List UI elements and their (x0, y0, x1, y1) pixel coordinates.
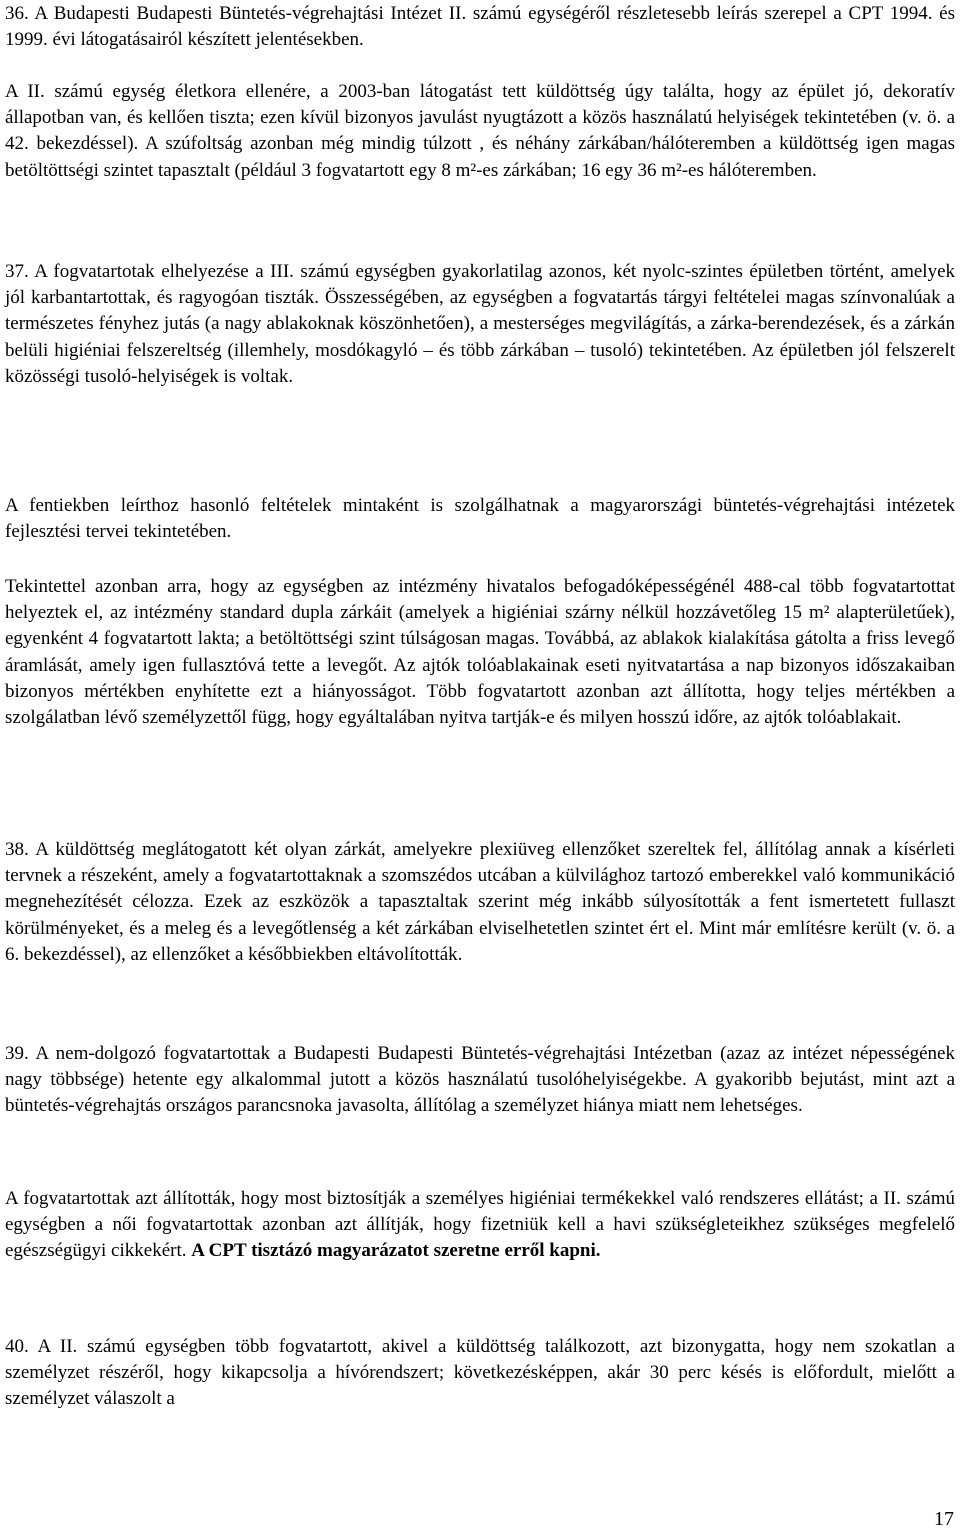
paragraph-36-cont: A II. számú egység életkora ellenére, a 2003-ban látogatást tett küldöttség úgy találta, hogy az épület jó, dekoratív állapotban van, és kellően tiszta; ezen kívül bizonyos javulást nyugtázott a közös használatú helyiségek tekintetében (v. ö. a 42. bekezdéssel). A szúfoltság azonban még mindig túlzott , és néhány zárkában/hálóteremben a küldöttség igen magas betöltöttségi szintet tapasztalt (például 3 fogvatartott egy 8 m²-es zárkában; 16 egy 36 m²-es hálóteremben. (5, 81, 955, 181)
paragraph-text: A fogvatartottak azt állították, hogy most biztosítják a személyes higiéniai termékekkel való rendszeres ellátást; a II. számú egységben a női fogvatartottak azonban azt állítják, hogy fizetniük kell a havi szükségleteikhez szükséges megfelelő egészségügyi cikkekért. (5, 1188, 955, 1262)
paragraph-39-cont (5, 1186, 955, 1265)
paragraph-36: 36. A Budapesti Budapesti Büntetés-végrehajtási Intézet II. számú egységéről részletesebb leírás szerepel a CPT 1994. és 1999. évi látogatásairól készített jelentésekben. (5, 3, 955, 51)
paragraph-37: 37. A fogvatartotak elhelyezése a III. számú egységben gyakorlatilag azonos, két nyolc-szintes épületben történt, amelyek jól karbantartottak, és ragyogóan tiszták. Összességében, az egységben a fogvatartás tárgyi feltételei magas színvonalúak a természetes fényhez jutás (a nagy ablakoknak köszönhetően), a mesterséges megvilágítás, a zárka-berendezések, és a zárkán belüli higiéniai felszereltség (illemhely, mosdókagyló – és több zárkában – tusoló) tekintetében. Az épületben jól felszerelt közösségi tusoló-helyiségek is voltak. (5, 261, 955, 387)
page-number: 17 (934, 1508, 954, 1530)
paragraph-40: 40. A II. számú egységben több fogvatartott, akivel a küldöttség találkozott, azt bizonygatta, hogy nem szokatlan a személyzet részéről, hogy kikapcsolja a hívórendszert; következésképpen, akár 30 perc késés is előfordult, mielőtt a személyzet válaszolt a (5, 1336, 955, 1410)
paragraph-37-cont-2: Tekintettel azonban arra, hogy az egységben az intézmény hivatalos befogadóképességénél 488-cal több fogvatartottat helyeztek el, az intézmény standard dupla zárkáit (amelyek a higiéniai szárny nélkül hozzávetőleg 15 m² alapterületűek), egyenként 4 fogvatartott lakta; a betöltöttségi szint túlságosan magas. Továbbá, az ablakok kialakítása gátolta a friss levegő áramlását, amely igen fullasztóvá tette a levegőt. Az ajtók tolóablakainak eseti nyitvatartása a nap bizonyos időszakaiban bizonyos mértékben enyhítette ezt a hiányosságot. Több fogvatartott azonban azt állította, hogy teljes mértékben a szolgálatban lévő személyzettől függ, hogy egyáltalában nyitva tartják-e és milyen hosszú időre, az ajtók tolóablakait. (5, 576, 955, 729)
paragraph-38: 38. A küldöttség meglátogatott két olyan zárkát, amelyekre plexiüveg ellenzőket szereltek fel, állítólag annak a kísérleti tervnek a részeként, amely a fogvatartottaknak a szomszédos utcában a külvilághoz tartozó emberekkel való kommunikáció megnehezítését célozza. Ezek az eszközök a tapasztaltak szerint még inkább súlyosították a fent ismertetett fullaszt körülményeket, és a meleg és a levegőtlenség a két zárkában elviselhetetlen szintet ért el. Mint már említésre került (v. ö. a 6. bekezdéssel), az ellenzőket a későbbiekben eltávolították. (5, 839, 955, 965)
paragraph-bold-request: A CPT tisztázó magyarázatot szeretne erről kapni. (191, 1240, 601, 1262)
paragraph-39: 39. A nem-dolgozó fogvatartottak a Budapesti Budapesti Büntetés-végrehajtási Intézetban (azaz az intézet népességének nagy többsége) hetente egy alkalommal jutott a közös használatú tusolóhelyiségekbe. A gyakoribb bejutást, mint azt a büntetés-végrehajtás országos parancsnoka javasolta, állítólag a személyzet hiánya miatt nem lehetséges. (5, 1043, 955, 1117)
paragraph-37-cont: A fentiekben leírthoz hasonló feltételek mintaként is szolgálhatnak a magyarországi büntetés-végrehajtási intézetek fejlesztési tervei tekintetében. (5, 495, 955, 543)
